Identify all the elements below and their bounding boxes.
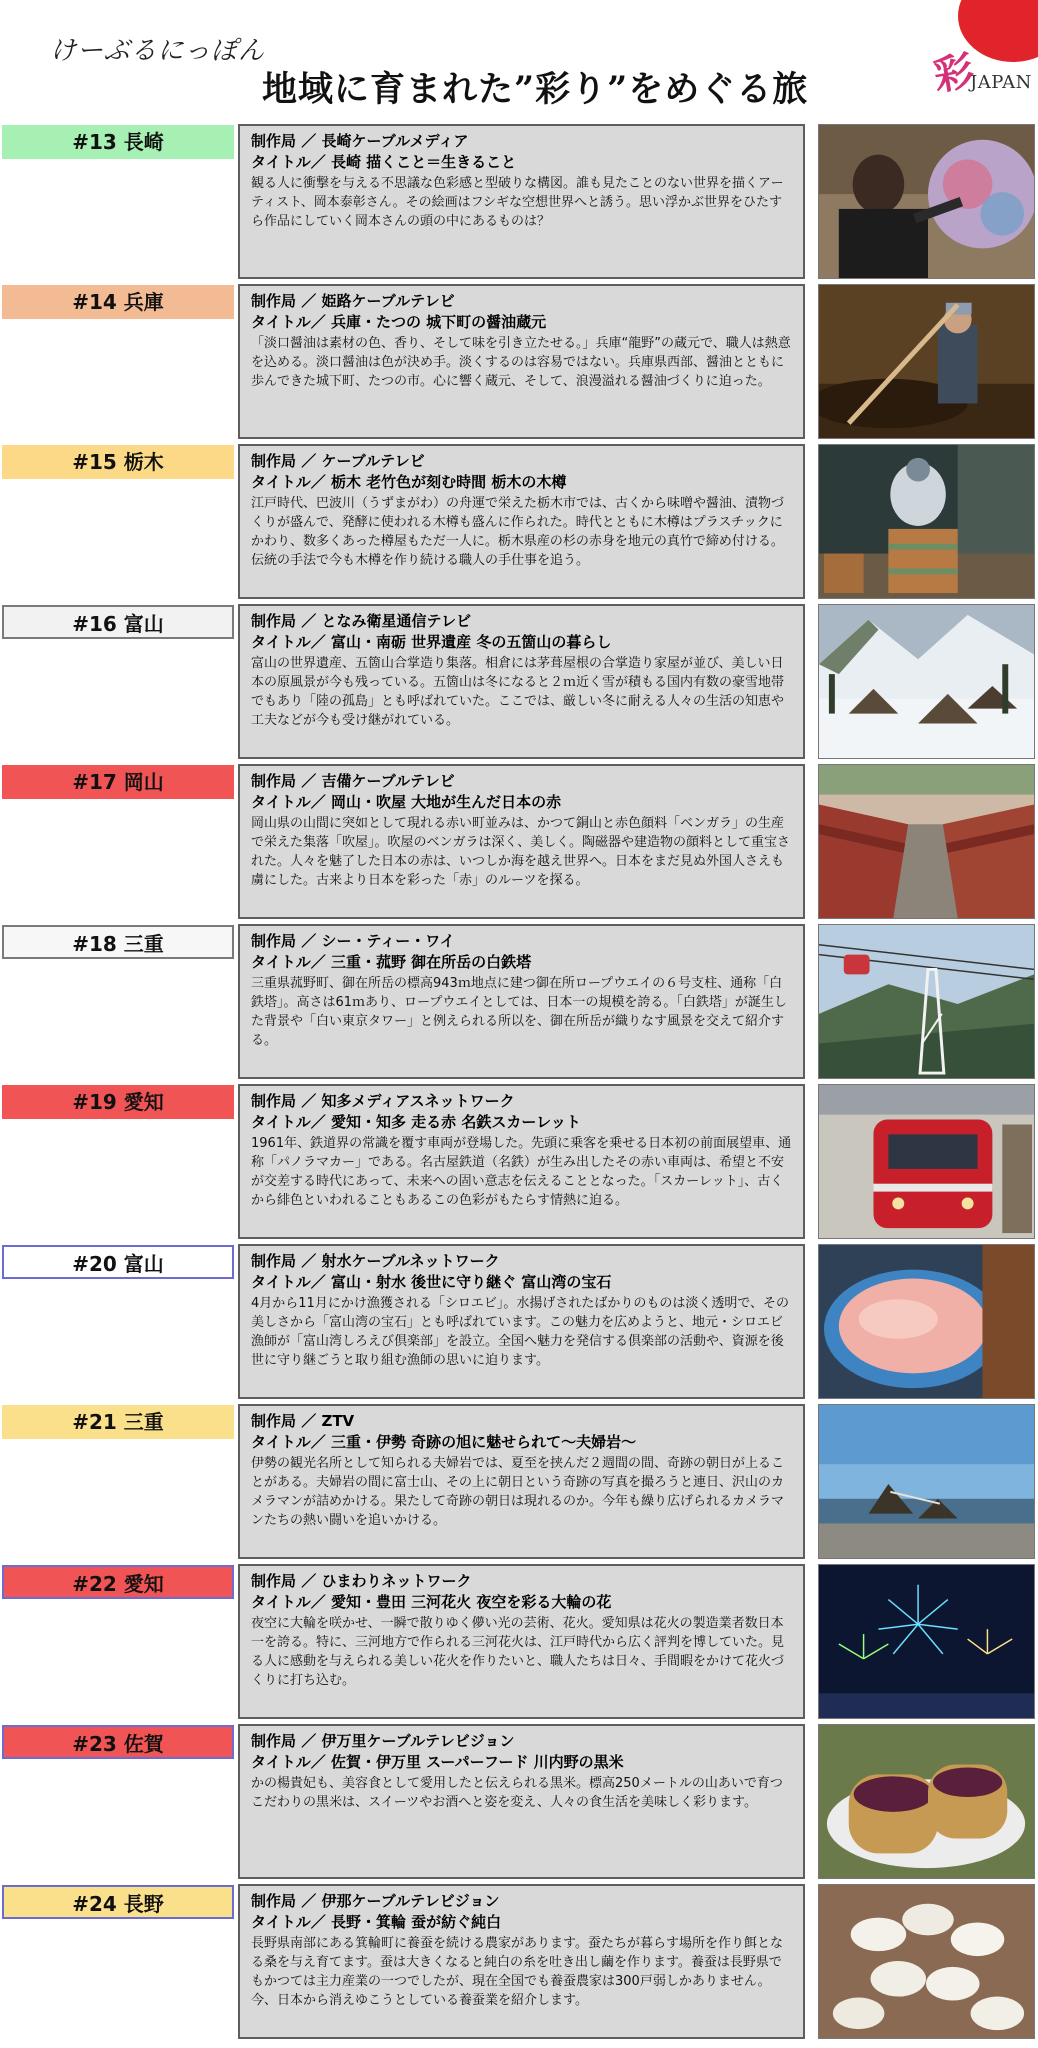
episode-info-box <box>238 604 805 759</box>
producer-prefix: 制作局 ／ <box>251 452 322 470</box>
title-prefix: タイトル／ <box>251 1433 331 1451</box>
episode-description: 「淡口醤油は素材の色、香り、そして味を引き立たせる。」兵庫“龍野”の蔵元で、職人は熱意を込める。淡口醤油は色が決め手。淡くするのは容易ではない。兵庫県西部、醤油とともに歩んできた城下町、たつの市。心に響く蔵元、そして、浪漫溢れる醤油づくりに迫った。 <box>251 336 791 389</box>
episode-info-box <box>238 1564 805 1719</box>
episode-title: 富山・射水 後世に守り継ぐ 富山湾の宝石 <box>330 1273 612 1291</box>
episode-description: 1961年、鉄道界の常識を覆す車両が登場した。先頭に乗客を乗せる日本初の前面展望車、通称「パノラマカー」である。名古屋鉄道（名鉄）が生み出したその赤い車両は、希望と不安が交差する時代にあって、未来への固い意志を伝えることとなった。「スカーレット」、古くから緋色といわれることもあるこの色彩がもたらす情熱に迫る。 <box>251 1136 792 1208</box>
producer-prefix: 制作局 ／ <box>251 1892 322 1910</box>
producer-line <box>251 1731 793 1752</box>
title-prefix: タイトル／ <box>251 473 331 491</box>
episode-title: 佐賀・伊万里 スーパーフード 川内野の黒米 <box>330 1753 624 1771</box>
title-line <box>251 632 793 653</box>
fireworks-photo <box>818 1564 1035 1719</box>
title-line <box>251 1272 793 1293</box>
producer-prefix: 制作局 ／ <box>251 772 322 790</box>
red-train-photo <box>818 1084 1035 1239</box>
producer-prefix: 制作局 ／ <box>251 1092 322 1110</box>
episode-info-box <box>238 1724 805 1879</box>
title-line <box>251 472 793 493</box>
episode-description: かの楊貴妃も、美容食として愛用したと伝えられる黒米。標高250メートルの山あいで育つこだわりの黒米は、スイーツやお酒へと姿を変え、人々の食生活を美味しく彩ります。 <box>251 1776 783 1810</box>
producer-name: 射水ケーブルネットワーク <box>321 1252 500 1270</box>
episode-row <box>0 764 1038 924</box>
producer-name: 伊万里ケーブルテレビジョン <box>321 1732 515 1750</box>
episode-row <box>0 924 1038 1084</box>
episode-title: 愛知・知多 走る赤 名鉄スカーレット <box>330 1113 581 1131</box>
title-prefix: タイトル／ <box>251 313 331 331</box>
episode-info-box <box>238 1404 805 1559</box>
episode-description: 長野県南部にある箕輪町に養蚕を続ける農家があります。蚕たちが暮らす場所を作り餌となる桑を与え育てます。蚕は大きくなると純白の糸を吐き出し繭を作ります。養蚕は長野県でもかつては主力産業の一つでしたが、現在全国でも養蚕農家は300戸弱しかありません。今、日本から消えゆこうとしている養蚕業を紹介します。 <box>251 1936 783 2008</box>
producer-line <box>251 1411 793 1432</box>
episode-row <box>0 444 1038 604</box>
title-line <box>251 1112 793 1133</box>
producer-name: ひまわりネットワーク <box>321 1572 472 1590</box>
episode-info-box <box>238 124 805 279</box>
snowy-village-photo <box>818 604 1035 759</box>
episode-number-label: #23 佐賀 <box>2 1725 234 1759</box>
producer-prefix: 制作局 ／ <box>251 1732 322 1750</box>
title-prefix: タイトル／ <box>251 1593 331 1611</box>
title-prefix: タイトル／ <box>251 793 331 811</box>
irodori-japan-logo <box>930 46 1034 101</box>
episode-title: 富山・南砺 世界遺産 冬の五箇山の暮らし <box>330 633 612 651</box>
episode-row <box>0 604 1038 764</box>
episode-number-label: #14 兵庫 <box>2 285 234 319</box>
title-line <box>251 1592 793 1613</box>
red-townscape-photo <box>818 764 1035 919</box>
episode-row <box>0 1884 1038 2044</box>
title-prefix: タイトル／ <box>251 153 331 171</box>
episode-number-label: #19 愛知 <box>2 1085 234 1119</box>
producer-name: 吉備ケーブルテレビ <box>321 772 455 790</box>
title-line <box>251 1752 793 1773</box>
title-line <box>251 952 793 973</box>
episode-row <box>0 1404 1038 1564</box>
page-header <box>0 0 1038 120</box>
page-title: 地域に育まれた”彩り”をめぐる旅 <box>262 69 809 110</box>
producer-name: 伊那ケーブルテレビジョン <box>321 1892 500 1910</box>
producer-name: 姫路ケーブルテレビ <box>321 292 455 310</box>
producer-line <box>251 451 793 472</box>
episode-number-label: #17 岡山 <box>2 765 234 799</box>
episode-title: 長野・箕輪 蚕が紡ぐ純白 <box>330 1913 502 1931</box>
title-line <box>251 1432 793 1453</box>
episode-info-box <box>238 764 805 919</box>
producer-line <box>251 771 793 792</box>
producer-line <box>251 291 793 312</box>
episode-number-label: #16 富山 <box>2 605 234 639</box>
producer-prefix: 制作局 ／ <box>251 292 322 310</box>
episode-title: 三重・菰野 御在所岳の白鉄塔 <box>330 953 532 971</box>
episode-title: 愛知・豊田 三河花火 夜空を彩る大輪の花 <box>330 1593 612 1611</box>
title-line <box>251 1912 793 1933</box>
title-prefix: タイトル／ <box>251 953 331 971</box>
episode-row <box>0 124 1038 284</box>
title-prefix: タイトル／ <box>251 1273 331 1291</box>
producer-line <box>251 1251 793 1272</box>
episode-title: 岡山・吹屋 大地が生んだ日本の赤 <box>330 793 562 811</box>
producer-line <box>251 1091 793 1112</box>
episode-row <box>0 1564 1038 1724</box>
episode-number-label: #22 愛知 <box>2 1565 234 1599</box>
title-line <box>251 792 793 813</box>
title-line <box>251 152 793 173</box>
ropeway-tower-photo <box>818 924 1035 1079</box>
episode-number-label: #15 栃木 <box>2 445 234 479</box>
logo-word: JAPAN <box>970 72 1032 93</box>
wooden-barrel-photo <box>818 444 1035 599</box>
episode-description: 夜空に大輪を咲かせ、一瞬で散りゆく儚い光の芸術、花火。愛知県は花火の製造業者数日本一を誇る。特に、三河地方で作られる三河花火は、江戸時代から広く評判を博していた。見る人に感動を与えられる美しい花火を作りたいと、職人たちは日々、手間暇をかけて花火づくりに打ち込む。 <box>251 1616 785 1688</box>
producer-line <box>251 611 793 632</box>
producer-prefix: 制作局 ／ <box>251 1572 322 1590</box>
meoto-iwa-rocks-photo <box>818 1404 1035 1559</box>
producer-name: ZTV <box>321 1412 355 1430</box>
episode-row <box>0 1244 1038 1404</box>
brand-logo-text: けーぶるにっぽん <box>50 36 265 66</box>
title-prefix: タイトル／ <box>251 1753 331 1771</box>
producer-name: となみ衛星通信テレビ <box>321 612 472 630</box>
episode-number-label: #24 長野 <box>2 1885 234 1919</box>
producer-name: シー・ティー・ワイ <box>321 932 455 950</box>
episode-number-label: #13 長崎 <box>2 125 234 159</box>
episode-title: 三重・伊勢 奇跡の旭に魅せられて～夫婦岩～ <box>330 1433 637 1451</box>
episode-number-label: #20 富山 <box>2 1245 234 1279</box>
episode-title: 兵庫・たつの 城下町の醤油蔵元 <box>330 313 547 331</box>
title-prefix: タイトル／ <box>251 1913 331 1931</box>
episode-row <box>0 284 1038 444</box>
logo-kanji: 彩 <box>930 46 978 101</box>
episode-title: 長崎 描くこと＝生きること <box>330 153 517 171</box>
episode-info-box <box>238 1244 805 1399</box>
soy-sauce-brewery-photo <box>818 284 1035 439</box>
episode-description: 江戸時代、巴波川（うずまがわ）の舟運で栄えた栃木市では、古くから味噌や醤油、漬物づくりが盛んで、発酵に使われる木樽も盛んに作られた。時代とともに木樽はプラスチックにかわり、数多くあった樽屋もただ一人に。栃木県産の杉の赤身を地元の真竹で締め付ける。伝統の手法で今も木樽を作り続ける職人の手仕事を追う。 <box>251 496 785 568</box>
producer-line <box>251 1571 793 1592</box>
episode-description: 伊勢の観光名所として知られる夫婦岩では、夏至を挟んだ２週間の間、奇跡の朝日が上ることがある。夫婦岩の間に富士山、その上に朝日という奇跡の写真を撮ろうと連日、沢山のカメラマンが詰めかける。果たして奇跡の朝日は現れるのか。今年も繰り広げられるカメラマンたちの熱い闘いを追いかける。 <box>251 1456 785 1528</box>
producer-prefix: 制作局 ／ <box>251 132 322 150</box>
producer-line <box>251 131 793 152</box>
producer-prefix: 制作局 ／ <box>251 612 322 630</box>
black-rice-sweets-photo <box>818 1724 1035 1879</box>
title-prefix: タイトル／ <box>251 633 331 651</box>
white-shrimp-photo <box>818 1244 1035 1399</box>
episode-info-box <box>238 1884 805 2039</box>
title-prefix: タイトル／ <box>251 1113 331 1131</box>
producer-name: ケーブルテレビ <box>321 452 425 470</box>
episode-number-label: #21 三重 <box>2 1405 234 1439</box>
producer-line <box>251 931 793 952</box>
artist-painting-photo <box>818 124 1035 279</box>
producer-name: 知多メディアスネットワーク <box>321 1092 515 1110</box>
title-line <box>251 312 793 333</box>
episode-info-box <box>238 1084 805 1239</box>
producer-prefix: 制作局 ／ <box>251 932 322 950</box>
episode-description: 三重県菰野町、御在所岳の標高943ｍ地点に建つ御在所ロープウエイの６号支柱、通称「白鉄塔」。高さは61ｍあり、ロープウエイとしては、日本一の規模を誇る。「白鉄塔」が誕生した背景や「白い東京タワー」と例えられる所以を、御在所岳が織りなす風景を交えて紹介する。 <box>251 976 787 1048</box>
producer-name: 長崎ケーブルメディア <box>321 132 469 150</box>
episode-info-box <box>238 924 805 1079</box>
producer-prefix: 制作局 ／ <box>251 1252 322 1270</box>
episode-description: 観る人に衝撃を与える不思議な色彩感と型破りな構図。誰も見たことのない世界を描くアーティスト、岡本泰彰さん。その絵画はフシギな空想世界へと誘う。思い浮かぶ世界をひたすら作品にしていく岡本さんの頭の中にあるものは？ <box>251 176 784 229</box>
silk-cocoons-photo <box>818 1884 1035 2039</box>
episode-description: 4月から11月にかけ漁獲される「シロエビ」。水揚げされたばかりのものは淡く透明で、その美しさから「富山湾の宝石」とも呼ばれています。この魅力を広めようと、地元・シロエビ漁師が「富山湾しろえび倶楽部」を設立。全国へ魅力を発信する倶楽部の活動や、資源を後世に守り継ごうと取り組む漁師の思いに迫ります。 <box>251 1296 790 1368</box>
producer-prefix: 制作局 ／ <box>251 1412 322 1430</box>
episode-number-label: #18 三重 <box>2 925 234 959</box>
episode-row <box>0 1724 1038 1884</box>
episode-info-box <box>238 284 805 439</box>
producer-line <box>251 1891 793 1912</box>
episode-row <box>0 1084 1038 1244</box>
episode-info-box <box>238 444 805 599</box>
episode-description: 富山の世界遺産、五箇山合掌造り集落。相倉には茅葺屋根の合掌造り家屋が並び、美しい日本の原風景が今も残っている。五箇山は冬になると２ｍ近く雪が積もる国内有数の豪雪地帯でもあり「陸の孤島」とも呼ばれていた。ここでは、厳しい冬に耐える人々の生活の知恵や工夫などが今も受け継がれている。 <box>251 656 785 728</box>
episode-description: 岡山県の山間に突如として現れる赤い町並みは、かつて銅山と赤色顔料「ベンガラ」の生産で栄えた集落「吹屋」。吹屋のベンガラは深く、美しく。陶磁器や建造物の顔料として重宝された。人々を魅了した日本の赤は、いつしか海を越え世界へ。日本をまだ見ぬ外国人さえも虜にした。古来より日本を彩った「赤」のルーツを探る。 <box>251 816 790 888</box>
episode-title: 栃木 老竹色が刻む時間 栃木の木樽 <box>330 473 567 491</box>
